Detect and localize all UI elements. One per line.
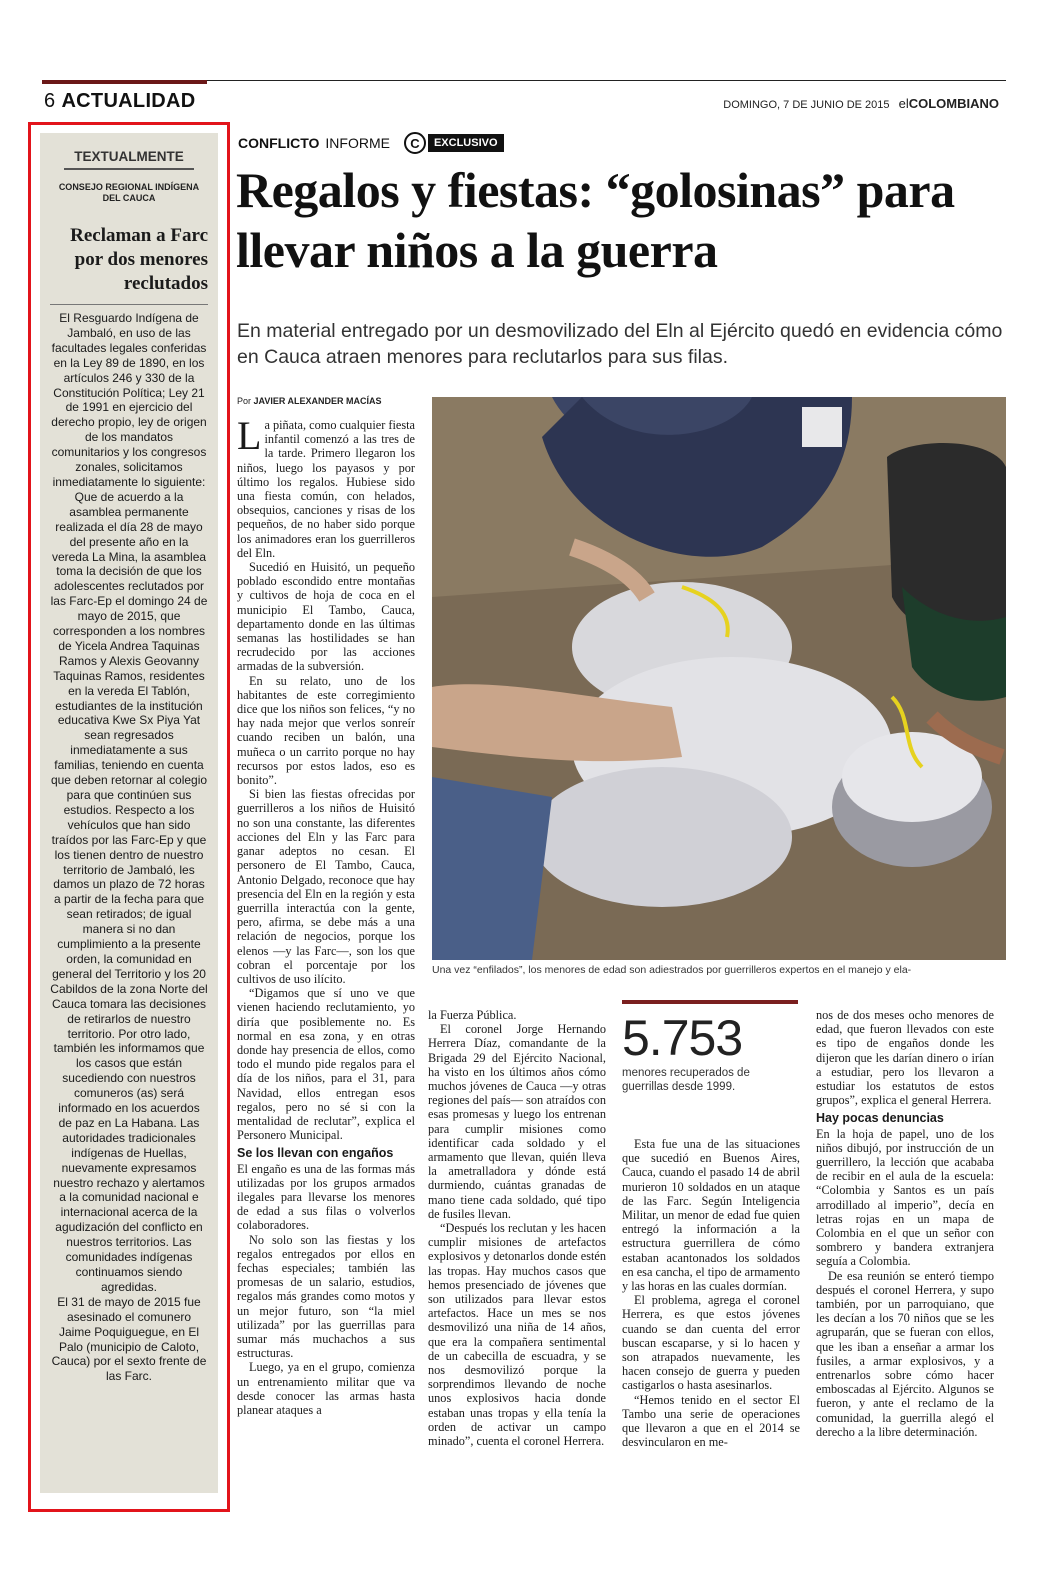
stat-number: 5.753 [622, 1010, 743, 1066]
article-paragraph: No solo son las fiestas y los regalos entregados por ellos en fechas especiales; también las promesas de un salario, estudios, regalos más grandes como motos y un mejor futuro, son “la miel utilizada” por las guerrillas para sumar más muchachos a sus estructuras. [237, 1232, 415, 1361]
page-number: 6 [44, 90, 56, 112]
article-paragraph: Si bien las fiestas ofrecidas por guerrilleros a los niños de Huisitó no son una constante, las diferentes acciones del Eln y las Farc para ganar adeptos no cesan. El personero de El Tambo, Cauca, Antonio Delgado, reconoce que hay presencia del Eln en la región y esta guerrilla interactúa con la gente, pero, afirma, se debe más a una relación de negocios, porque los elenos —y las Farc—, son los que cobran el porcentaje por los cultivos de uso ilícito. [237, 787, 415, 986]
stat-callout [622, 1000, 798, 1094]
article-paragraph: Sucedió en Huisitó, un pequeño poblado escondido entre montañas y cultivos de hoja de coca en el municipio El Tambo, Cauca, departamento donde en las últimas semanas las hostilidades se han recrudecido por las acciones armadas de la subversión. [237, 560, 415, 674]
brand-name: COLOMBIANO [908, 96, 999, 111]
stat-label: menores recuperados de guerrillas desde 1999. [622, 1067, 750, 1093]
section-color-bar [42, 80, 207, 84]
article-paragraph: Esta fue una de las situaciones que sucedió en Buenos Aires, Cauca, cuando el pasado 14 de abril murieron 10 soldados en un ataque de las Farc. Según Inteligencia Militar, un menor de edad fue quien entregó la información a la estructura guerrillera de cómo estaban acantonados los soldados en esa cancha, el tipo de armamento y las horas en las cuales dormían. [622, 1137, 800, 1294]
byline [237, 396, 382, 406]
sidebar-panel [40, 133, 218, 1493]
sidebar-body-2: El 31 de mayo de 2015 fue asesinado el comunero Jaime Poquiguegue, en El Palo (municipio de Caloto, Cauca) por el sexto frente de las Farc. [51, 1294, 207, 1384]
brand-prefix: el [898, 96, 909, 111]
sidebar-divider [50, 304, 208, 305]
sidebar-kicker: TEXTUALMENTE [64, 149, 194, 170]
article-paragraph: nos de dos meses ocho menores de edad, que fueron llevados con este es tipo de engaños donde les dijeron que les darían dinero o irían a estudiar, pero los llevaron a estudiar los estatutos de estos grupos”, explica el general Herrera. [816, 1008, 994, 1108]
subheading: Se los llevan con engaños [237, 1146, 394, 1161]
kicker-type: INFORME [325, 135, 390, 151]
subheading: Hay pocas denuncias [816, 1111, 944, 1126]
article-photo [432, 397, 1006, 960]
dateline [723, 96, 999, 111]
exclusive-badge: EXCLUSIVO [428, 134, 504, 152]
article-column-3 [622, 1137, 800, 1449]
stat-rule [622, 1000, 798, 1004]
article-dek: En material entregado por un desmovilizado del Eln al Ejército quedó en evidencia cómo en Cauca atraen menores para reclutarlos para sus filas. [237, 320, 1003, 368]
brand-logo-icon: C [404, 132, 426, 154]
article-paragraph: En su relato, uno de los habitantes de este corregimiento dice que los niños son felices, “y no hay nada mejor que verlos sonreír cuando reciben un balón, una muñeca o un carrito porque no hay recursos por estos lados, eso es bonito”. [237, 673, 415, 788]
kicker-section: CONFLICTO [238, 135, 320, 151]
byline-name: JAVIER ALEXANDER MACÍAS [253, 396, 382, 406]
article-paragraph: En la hoja de papel, uno de los niños dibujó, por instrucción de un guerrillero, la lección que acababa de recibir en el aula de la escuela: “Colombia y Santos es un país arrodillado al imperio”, decía en letras rojas en un mapa de Colombia en el que un señor con sombrero y bandera extranjera seguía a Colombia. [816, 1126, 994, 1269]
issue-date: DOMINGO, 7 DE JUNIO DE 2015 [723, 99, 890, 111]
byline-prefix: Por [237, 396, 252, 406]
article-paragraph: El engaño es una de las formas más utilizadas por los grupos armados ilegales para llevarse los menores de edad a sus filas o volverlos colaboradores. [237, 1161, 415, 1233]
newspaper-brand [899, 96, 999, 111]
sidebar-highlight-box [28, 122, 230, 1512]
article-paragraph: “Digamos que sí uno ve que vienen haciendo reclutamiento, yo diría que posiblemente no. Es normal en esa zona, y en otras donde hay presencia de ellos, como todo el mundo pide regalos para el día de los niños, para el 31, para Navidad, ellos entregan esos regalos, pero no sé si con la mentalidad de reclutar”, explica el Personero Municipal. [237, 986, 415, 1143]
article-column-1 [237, 413, 416, 1418]
photo-illustration [432, 397, 1006, 960]
article-paragraph: La piñata, como cualquier fiesta infantil comenzó a las tres de la tarde. Primero llegaron los niños, luego los payasos y por último los regalos. Hubiese sido una fiesta común, con helados, obsequios, canciones y risas de los pequeños, de no haber sido porque los animadores eran los guerrilleros del Eln. [237, 413, 416, 560]
article-kicker [238, 132, 504, 154]
section-header [44, 90, 196, 113]
sidebar-source: CONSEJO REGIONAL INDÍGENA DEL CAUCA [58, 182, 200, 203]
sidebar-title: Reclaman a Farc por dos menores reclutados [70, 225, 208, 294]
article-column-4 [816, 1008, 994, 1439]
article-column-2 [428, 1008, 606, 1448]
article-paragraph: “Después los reclutan y les hacen cumplir misiones de artefactos explosivos y detonarlos donde estén las tropas. Hay muchos casos que hemos presenciado de jóvenes que son utilizados para llevar estos artefactos. Hace un mes se nos desmovilizó una niña de 14 años, que era la compañera sentimental de un cabecilla de escuadra, y se nos desmovilizó porque la sorprendimos llevando de noche unos explosivos hacia donde estaban unas tropas y ella tenía la orden de activar un campo minado”, cuenta el coronel Herrera. [428, 1221, 606, 1449]
headline: Regalos y fiestas: “golosinas” para llevar niños a la guerra [236, 162, 955, 278]
article-paragraph: “Hemos tenido en el sector El Tambo una serie de operaciones que llevaron a que en el 2014 se desvincularon en me- [622, 1392, 800, 1450]
article-paragraph: De esa reunión se enteró tiempo después el coronel Herrera, y supo también, por un parroquiano, que les decían a los 70 niños que se les agruparán, que se fueran con ellos, que les iban a enseñar a armar los fusiles, a armar explosivos, y a entrenarlos sobre cómo hacer emboscadas al Ejército. Algunos se fueron, y ante el reclamo de la comunidad, la guerrilla alegó el derecho a la libre determinación. [816, 1268, 994, 1439]
drop-cap: L [237, 413, 262, 458]
section-name: ACTUALIDAD [61, 90, 196, 112]
article-paragraph: Luego, ya en el grupo, comienza un entrenamiento militar que va desde conocer las armas hasta planear ataques a [237, 1360, 415, 1418]
article-paragraph: la Fuerza Pública. [428, 1008, 517, 1022]
article-paragraph: El coronel Jorge Hernando Herrera Díaz, comandante de la Brigada 29 del Ejército Nacional, ha visto en los últimos años cómo muchos jóvenes de Cauca —y otras regiones del país— son atraídos con esas promesas y luego los entrenan para cumplir misiones como identificar cada soldado y el armamento que llevan, quién lleva la ametralladora y dónde está durmiendo, cuántas granadas de mano tiene cada soldado, qué tipo de fusiles llevan. [428, 1022, 606, 1221]
photo-caption: Una vez “enfilados”, los menores de edad son adiestrados por guerrilleros expertos en el manejo y ela- [432, 964, 912, 976]
sidebar-body: El Resguardo Indígena de Jambaló, en uso de las facultades legales conferidas en la Ley 89 de 1890, en los artículos 246 y 330 de la Constitución Política; Ley 21 de 1991 en ejercicio del derecho propio, ley de origen de los mandatos comunitarios y los congresos zonales, solicitamos inmediatamente lo siguiente: Que de acuerdo a la asamblea permanente realizada el día 28 de mayo del presente año en la vereda La Mina, la asamblea toma la decisión de que los adolescentes reclutados por las Farc-Ep el domingo 24 de mayo de 2015, que corresponden a los nombres de Yicela Andrea Taquinas Ramos y Alexis Geovanny Taquinas Ramos, residentes en la vereda El Tablón, estudiantes de la institución educativa Kwe Sx Piya Yat sean regresados inmediatamente a sus familias, teniendo en cuenta que deben retornar al colegio para que continúen sus estudios. Respecto a los vehículos que han sido traídos por las Farc-Ep y que los tienen dentro de nuestro territorio de Jambaló, les damos un plazo de 72 horas a partir de la fecha para que sean retirados; de igual manera si no dan cumplimiento a la presente orden, la comunidad en general del Territorio y los 20 Cabildos de la zona Norte del Cauca tomara las decisiones de retirarlos de nuestro territorio. Por otro lado, también les informamos que los casos que están sucediendo con nuestros comuneros (as) será informado en los acuerdos de paz en La Habana. Las autoridades tradicionales indígenas de Huellas, nuevamente expresamos nuestro rechazo y alertamos a la comunidad nacional e internacional acerca de la agudización del conflicto en nuestros territorios. Las comunidades indígenas continuamos siendo agredidas. [50, 311, 208, 1294]
article-paragraph: El problema, agrega el coronel Herrera, es que estos jóvenes cuando se dan cuenta del error buscan escaparse, y si lo hacen y son atrapados nuevamente, les hacen consejo de guerra y pueden castigarlos o hasta asesinarlos. [622, 1293, 800, 1393]
